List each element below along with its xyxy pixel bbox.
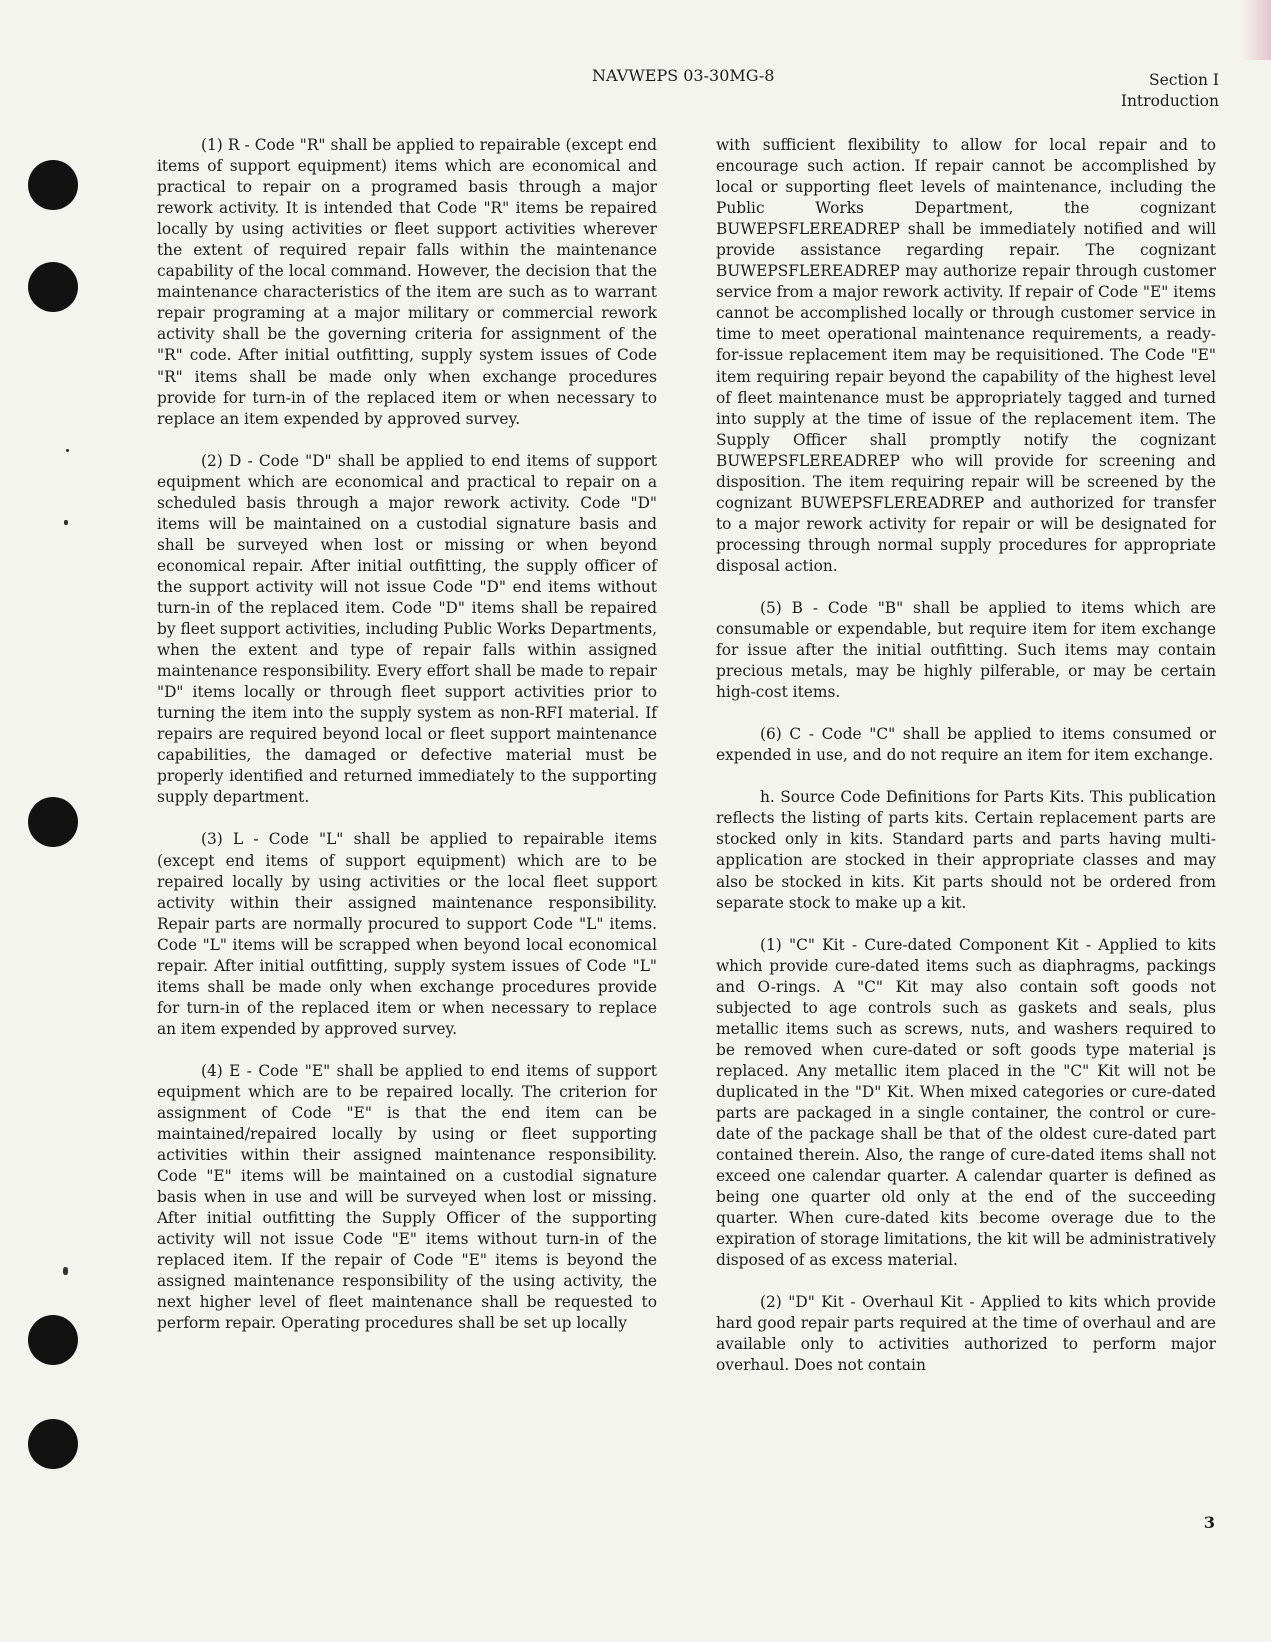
paragraph-d-kit: (2) "D" Kit - Overhaul Kit - Applied to kits which provide hard good repair parts required at the time of overhaul and are available only to activities authorized to perform major overhaul. Does not contain <box>716 1293 1216 1375</box>
paragraph-code-l: (3) L - Code "L" shall be applied to repairable items (except end items of support equipment) which are to be repaired locally by using activities or the local fleet support activity within their assigned maintenance responsibility. Repair parts are normally procured to support Code "L" items. Code "L" items will be scrapped when beyond local economical repair. After initial outfitting, supply system issues of Code "L" items shall be made only when exchange procedures provide for turn-in of the replaced item or when necessary to replace an item expended by approved survey. <box>157 830 657 1038</box>
scan-speck <box>66 449 69 452</box>
binder-hole <box>28 797 78 847</box>
paragraph-code-b: (5) B - Code "B" shall be applied to items which are consumable or expendable, but require item for item exchange for issue after the initial outfitting. Such items may contain precious metals, may be highly pilferable, or may be certain high-cost items. <box>716 598 1216 702</box>
section-number: Section I <box>1148 71 1219 89</box>
binder-hole <box>28 160 78 210</box>
section-heading <box>1121 70 1219 112</box>
paragraph-code-d: (2) D - Code "D" shall be applied to end items of support equipment which are economical and practical to repair on a scheduled basis through a major rework activity. Code "D" items will be maintained on a custodial signature basis and shall be surveyed when lost or missing or when beyond economical repair. After initial outfitting, the supply officer of the support activity will not issue Code "D" end items without turn-in of the replaced item. Code "D" items shall be repaired by fleet support activities, including Public Works Departments, when the extent and type of repair falls within assigned maintenance responsibility. Every effort shall be made to repair "D" items locally or through fleet support activities prior to turning the item into the supply system as non-RFI material. If repairs are required beyond local or fleet support maintenance capabilities, the damaged or defective material must be properly identified and returned immediately to the supporting supply department. <box>157 451 657 807</box>
left-column <box>157 135 657 1356</box>
page-edge-tint <box>1241 0 1271 60</box>
binder-hole <box>28 262 78 312</box>
scan-speck <box>64 520 68 525</box>
paragraph-code-e-continued: with sufficient flexibility to allow for local repair and to encourage such action. If repair cannot be accomplished by local or supporting fleet levels of maintenance, including the Public Works Department, the cognizant BUWEPSFLEREADREP shall be immediately notified and will provide assistance regarding repair. The cognizant BUWEPSFLEREADREP may authorize repair through customer service from a major rework activity. If repair of Code "E" items cannot be accomplished locally or through customer service in time to meet operational maintenance requirements, a ready-for-issue replacement item may be requisitioned. The Code "E" item requiring repair beyond the capability of the highest level of fleet maintenance must be appropriately tagged and turned into supply at the time of issue of the replacement item. The Supply Officer shall promptly notify the cognizant BUWEPSFLEREADREP who will provide for screening and disposition. The item requiring repair will be screened by the cognizant BUWEPSFLEREADREP and authorized for transfer to a major rework activity for repair or will be designated for processing through normal supply procedures for appropriate disposal action. <box>716 136 1216 575</box>
right-column <box>716 135 1216 1398</box>
page-number: 3 <box>1203 1513 1215 1532</box>
paragraph-parts-kits: h. Source Code Definitions for Parts Kits. This publication reflects the listing of parts kits. Certain replacement parts are stocked only in kits. Standard parts and parts having multi-application are stocked in their appropriate classes and may also be stocked in kits. Kit parts should not be ordered from separate stock to make up a kit. <box>716 788 1216 912</box>
paragraph-code-c: (6) C - Code "C" shall be applied to items consumed or expended in use, and do not require an item for item exchange. <box>716 725 1216 765</box>
binder-hole <box>28 1419 78 1469</box>
scan-speck <box>63 1267 68 1275</box>
section-title: Introduction <box>1120 92 1219 110</box>
paragraph-c-kit: (1) "C" Kit - Cure-dated Component Kit - Applied to kits which provide cure-dated items such as diaphragms, packings and O-rings. A "C" Kit may also contain soft goods not subjected to age controls such as gaskets and seals, plus metallic items such as screws, nuts, and washers required to be removed when cure-dated or soft goods type material is replaced. Any metallic item placed in the "C" Kit will not be duplicated in the "D" Kit. When mixed categories or cure-dated parts are packaged in a single container, the control or cure-date of the package shall be that of the oldest cure-dated part contained therein. Also, the range of cure-dated items shall not exceed one calendar quarter. A calendar quarter is defined as being one quarter old only at the end of the succeeding quarter. When cure-dated kits become overage due to the expiration of storage limitations, the kit will be administratively disposed of as excess material. <box>716 935 1216 1270</box>
binder-hole <box>28 1315 78 1365</box>
document-id: NAVWEPS 03-30MG-8 <box>592 66 775 85</box>
paragraph-code-r: (1) R - Code "R" shall be applied to repairable (except end items of support equipment) items which are economical and practical to repair on a programed basis through a major rework activity. It is intended that Code "R" items be repaired locally by using activities or fleet support activities wherever the extent of required repair falls within the maintenance capability of the local command. However, the decision that the maintenance characteristics of the item are such as to warrant repair programing at a major military or commercial rework activity shall be the governing criteria for assignment of the "R" code. After initial outfitting, supply system issues of Code "R" items shall be made only when exchange procedures provide for turn-in of the replaced item or when necessary to replace an item expended by approved survey. <box>157 136 657 428</box>
paragraph-code-e: (4) E - Code "E" shall be applied to end items of support equipment which are to be repaired locally. The criterion for assignment of Code "E" is that the end item can be maintained/repaired locally by using or fleet supporting activities within their assigned maintenance responsibility. Code "E" items will be maintained on a custodial signature basis when in use and will be surveyed when lost or missing. After initial outfitting the Supply Officer of the supporting activity will not issue Code "E" items without turn-in of the replaced item. If the repair of Code "E" items is beyond the assigned maintenance responsibility of the using activity, the next higher level of fleet maintenance shall be requested to perform repair. Operating procedures shall be set up locally <box>157 1061 657 1333</box>
